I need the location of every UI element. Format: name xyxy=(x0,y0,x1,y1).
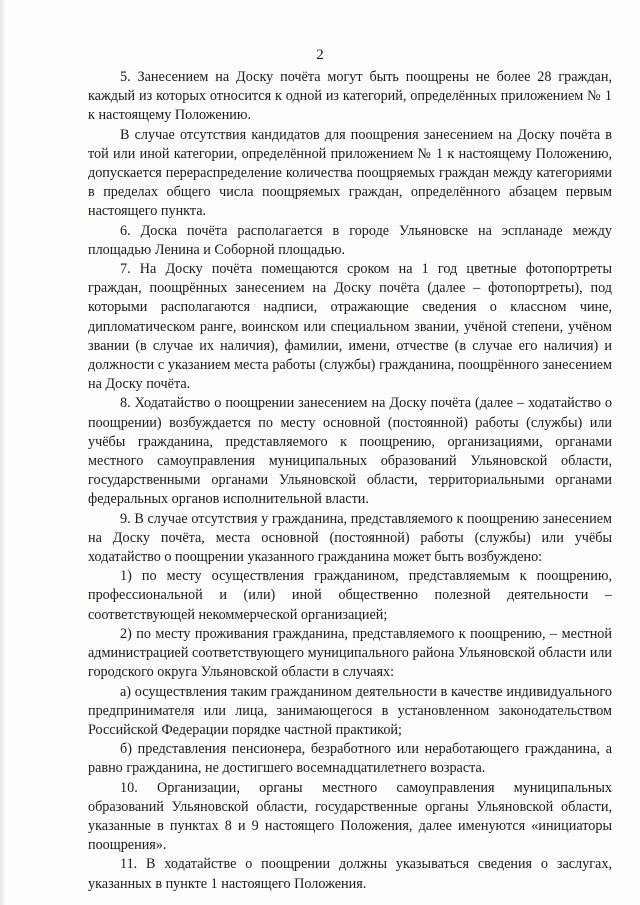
paragraph-9-item-a: а) осуществления таким гражданином деятельности в качестве индивидуального предпринимателя или лица, занимающегося в установленном законодательством Российской Федерации порядке частной практикой; xyxy=(88,683,612,738)
paragraph-6: 6. Доска почёта располагается в городе Ульяновске на эспланаде между площадью Ленина и Соборной площадью. xyxy=(88,222,612,258)
paragraph-9-item-2: 2) по месту проживания гражданина, представляемого к поощрению, – местной администрацией соответствующего муниципального района Ульяновской области или городского округа Ульяновской области в случаях: xyxy=(88,625,612,681)
paragraph-11: 11. В ходатайстве о поощрении должны указываться сведения о заслугах, указанных в пункте 1 настоящего Положения. xyxy=(88,856,612,892)
paragraph-8: 8. Ходатайство о поощрении занесением на Доску почёта (далее – ходатайство о поощрении) возбуждается по месту основной (постоянной) работы (службы) или учёбы гражданина, представляемого к поощрению, организациями, органами местного самоуправления муниципальных образований Ульяновской области, государственными органами Ульяновской области, территориальными органами федеральных органов исполнительной власти. xyxy=(88,395,612,508)
paragraph-9: 9. В случае отсутствия у гражданина, представляемого к поощрению занесением на Доску почёта, места основной (постоянной) работы (службы) или учёбы ходатайство о поощрении указанного гражданина может быть возбуждено: xyxy=(88,510,612,566)
paragraph-10: 10. Организации, органы местного самоуправления муниципальных образований Ульяновской области, государственные органы Ульяновской области, указанные в пунктах 8 и 9 настоящего Положения, далее именуются «инициаторы поощрения». xyxy=(88,779,612,854)
paragraph-9-item-b: б) представления пенсионера, безработного или неработающего гражданина, а равно гражданина, не достигшего восемнадцатилетнего возраста. xyxy=(88,741,612,777)
scan-edge-shadow xyxy=(0,0,6,905)
paragraph-5: 5. Занесением на Доску почёта могут быть поощрены не более 28 граждан, каждый из которых относится к одной из категорий, определённых приложением № 1 к настоящему Положению. xyxy=(88,69,612,124)
paragraph-5-2: В случае отсутствия кандидатов для поощрения занесением на Доску почёта в той или иной категории, определённой приложением № 1 к настоящему Положению, допускается перераспределение количества поощряемых граждан между категориями в пределах общего числа поощряемых граждан, определённого абзацем первым настоящего пункта. xyxy=(88,126,612,220)
paragraph-7: 7. На Доску почёта помещаются сроком на 1 год цветные фотопортреты граждан, поощрённых занесением на Доску почёта (далее – фотопортреты), под которыми располагаются надписи, отражающие сведения о классном чине, дипломатическом ранге, воинском или специальном звании, учёной степени, учёном звании (в случае их наличия), фамилии, имени, отчестве (в случае его наличия) и должности с указанием места работы (службы) гражданина, поощрённого занесением на Доску почёта. xyxy=(88,261,612,393)
document-body xyxy=(88,68,612,894)
paragraph-9-item-1: 1) по месту осуществления гражданином, представляемым к поощрению, профессиональной и (или) иной общественно полезной деятельности – соответствующей некоммерческой организацией; xyxy=(88,568,612,623)
page-number: 2 xyxy=(316,47,324,63)
